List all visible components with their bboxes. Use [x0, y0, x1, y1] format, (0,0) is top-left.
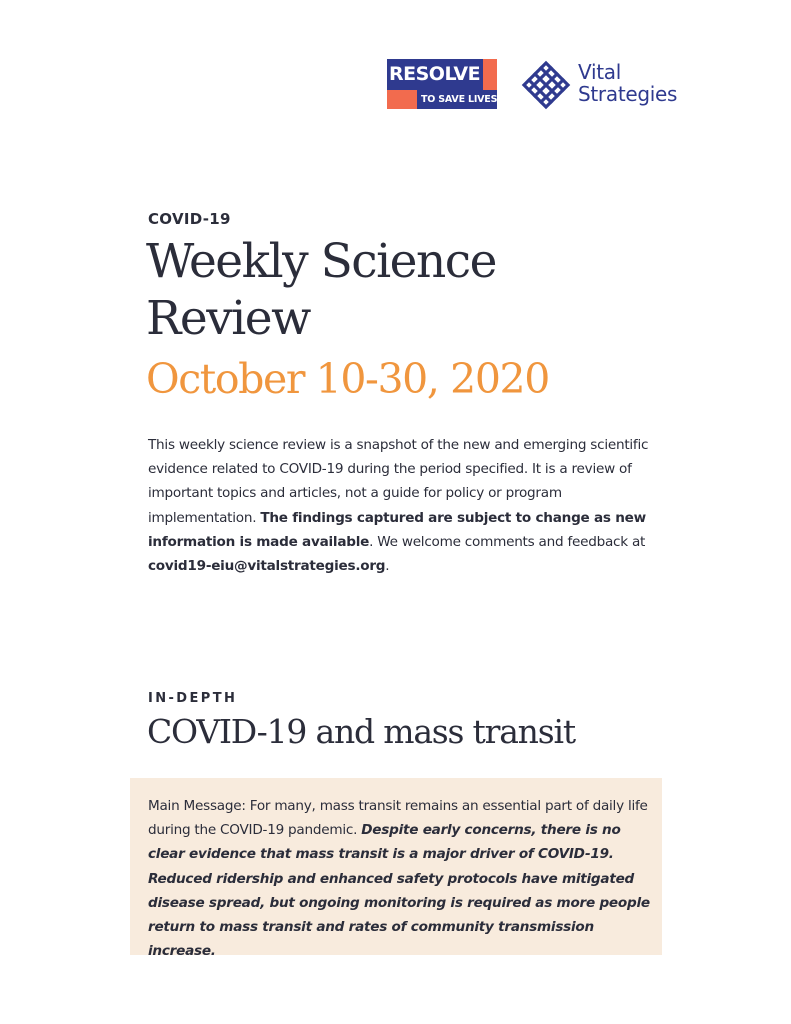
vital-strategies-line2: Strategies — [578, 82, 678, 106]
resolve-logo-tagline: TO SAVE LIVES — [421, 94, 498, 105]
main-message-text — [148, 794, 650, 963]
vital-strategies-line1: Vital — [578, 60, 621, 84]
resolve-logo-bottom — [387, 90, 497, 109]
document-kicker: COVID-19 — [148, 210, 231, 228]
document-date-range: October 10-30, 2020 — [146, 355, 549, 403]
vital-strategies-mark-icon — [521, 60, 571, 110]
document-title: Weekly Science Review — [146, 234, 496, 346]
intro-bold-statement: The findings captured are subject to change as new information is made available — [148, 509, 646, 550]
resolve-logo-orange-block — [387, 90, 417, 109]
section-kicker: IN-DEPTH — [148, 691, 238, 706]
main-message-plain: Main Message: For many, mass transit remains an essential part of daily life during the COVID-19 pandemic. — [148, 798, 648, 839]
intro-text-2: . We welcome comments and feedback at — [369, 533, 646, 550]
resolve-logo-top — [387, 59, 497, 90]
contact-email: covid19-eiu@vitalstrategies.org — [148, 558, 386, 575]
resolve-logo-accent — [483, 59, 497, 90]
resolve-logo — [387, 59, 497, 109]
intro-text-1: This weekly science review is a snapshot of the new and emerging scientific evidence related to COVID-19 during the period specified. It is a review of important topics and articles, not a guide for policy or program implementation. — [148, 437, 649, 526]
main-message-emphasis: Despite early concerns, there is no clear evidence that mass transit is a major driver of COVID-19. Reduced ridership and enhanced safety protocols have mitigated disease spread, but ongoing monitoring is required as more people return to mass transit and rates of community transmission increase. — [148, 822, 650, 960]
vital-strategies-logo — [521, 60, 691, 112]
intro-paragraph — [148, 433, 658, 578]
intro-text-3: . — [385, 558, 390, 575]
main-message-box — [130, 778, 662, 960]
resolve-logo-word: RESOLVE — [389, 63, 481, 85]
vital-strategies-wordmark — [578, 61, 677, 105]
section-title: COVID-19 and mass transit — [147, 712, 575, 751]
